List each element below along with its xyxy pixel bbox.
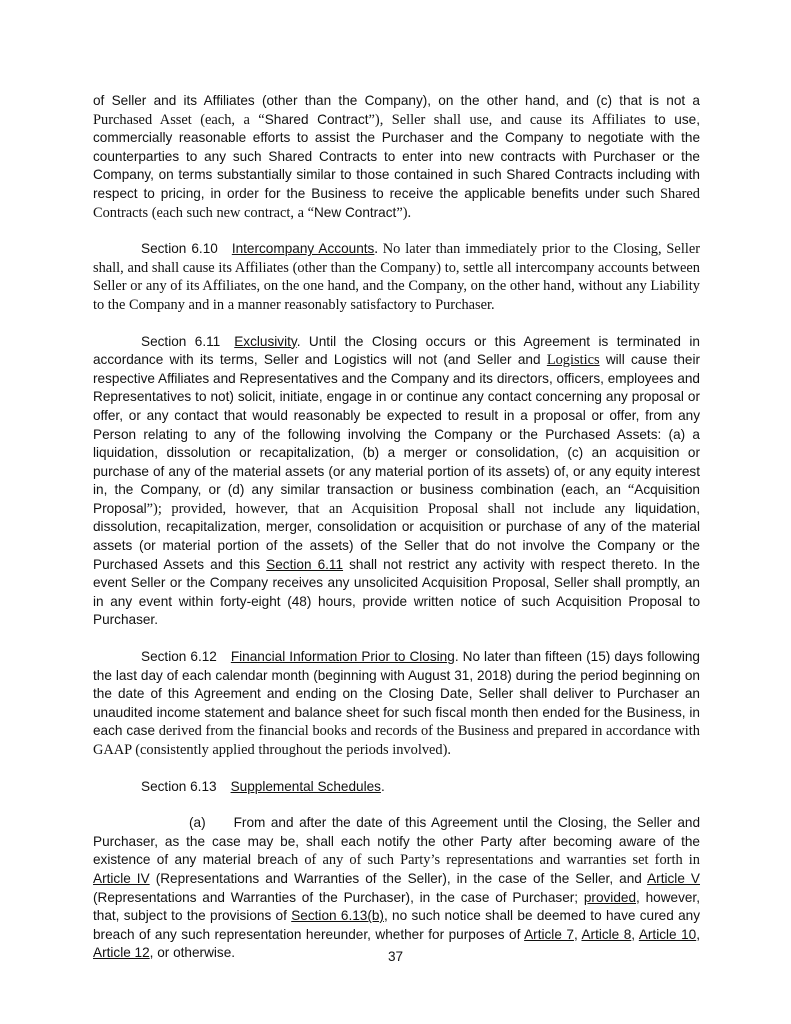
section-title: Financial Information Prior to Closing xyxy=(230,649,455,665)
section-number: Section 6.11 xyxy=(141,333,221,349)
subsection-label: (a) xyxy=(189,815,206,831)
cross-reference-link[interactable]: Section 6.13(b) xyxy=(291,908,384,924)
cross-reference-link[interactable]: Article 12 xyxy=(93,945,150,961)
section-title: Intercompany Accounts xyxy=(231,241,375,257)
section-number: Section 6.13 xyxy=(141,778,217,794)
defined-term-acquisition-proposal: Acquisition Proposal xyxy=(93,482,700,516)
cross-reference-link[interactable]: Article V xyxy=(647,870,700,886)
cross-reference-link[interactable]: Article 7 xyxy=(524,926,574,942)
cross-reference-link[interactable]: Article IV xyxy=(93,870,150,886)
section-title: Exclusivity xyxy=(234,333,297,349)
section-6-13-a: (a) From and after the date of this Agreement until the Closing, the Seller and Purchaser, as the case may be, shall each notify the other Party after becoming aware of the existence of any material breach of any of such Party’s representations and warranties set forth in Article IV (Representations and Warranties of the Seller), in the case of the Seller, and Article V (Representations and Warranties of the Purchaser), in the case of Purchaser; provided, however, that, subject to the provisions of Section 6.13(b), no such notice shall be deemed to have cured any breach of any such representation hereunder, whether for purposes of Article 7, Article 8, Article 10, Article 12, or otherwise. xyxy=(93,815,700,961)
cross-reference-link[interactable]: Article 10 xyxy=(638,926,697,942)
page-number: 37 xyxy=(387,949,404,964)
section-number: Section 6.12 xyxy=(141,649,217,665)
section-number: Section 6.10 xyxy=(141,241,218,257)
provided-term: provided xyxy=(583,889,637,905)
section-6-10: Section 6.10 Intercompany Accounts. No later than immediately prior to the Closing, Seller shall, and shall cause its Affiliates (other than the Company) to, settle all intercompany accounts between Seller or any of its Affiliates, on the one hand, and the Company, on the other hand, without any Liability to the Company and in a manner reasonably satisfactory to Purchaser. xyxy=(93,241,700,313)
cross-reference-link[interactable]: Section 6.11 xyxy=(266,556,344,572)
section-title: Supplemental Schedules xyxy=(230,778,381,794)
defined-term-new-contract: New Contract xyxy=(313,204,397,220)
document-page xyxy=(93,92,700,981)
section-6-12: Section 6.12 Financial Information Prior to Closing. No later than fifteen (15) days following the last day of each calendar month (beginning with August 31, 2018) during the period beginning on the date of this Agreement and ending on the Closing Date, Seller shall deliver to Purchaser an unaudited income statement and balance sheet for such fiscal month then ended for the Business, in each case derived from the financial books and records of the Business and prepared in accordance with GAAP (consistently applied throughout the periods involved). xyxy=(93,649,700,758)
section-6-11: Section 6.11 Exclusivity. Until the Closing occurs or this Agreement is terminated in accordance with its terms, Seller and Logistics will not (and Seller and Logistics will cause their respective Affiliates and Representatives and the Company and its directors, officers, employees and Representatives to not) solicit, initiate, engage in or continue any contact concerning any proposal or offer, or any contact that would reasonably be expected to result in a proposal or offer, from any Person relating to any of the following involving the Company or the Purchased Assets: (a) a liquidation, dissolution or recapitalization, (b) a merger or consolidation, (c) an acquisition or purchase of any of the material assets (or any material portion of its assets) of, or any equity interest in, the Company, or (d) any similar transaction or business combination (each, an “Acquisition Proposal”); provided, however, that an Acquisition Proposal shall not include any liquidation, dissolution, recapitalization, merger, consolidation or acquisition or purchase of any of the material assets (or material portion of the assets) of the Seller that do not involve the Company or the Purchased Assets and this Section 6.11 shall not restrict any activity with respect thereto. In the event Seller or the Company receives any unsolicited Acquisition Proposal, Seller shall promptly, an in any event within forty-eight (48) hours, provide written notice of such Acquisition Proposal to Purchaser. xyxy=(93,333,700,628)
defined-term-shared-contract: Shared Contract xyxy=(264,111,369,127)
cross-reference-link[interactable]: Article 8 xyxy=(581,926,632,942)
paragraph-shared-contracts: of Seller and its Affiliates (other than the Company), on the other hand, and (c) that is not a Purchased Asset (each, a “Shared Contract”), Seller shall use, and cause its Affiliates to use, commercially reasonable efforts to assist the Purchaser and the Company to negotiate with the counterparties to any such Shared Contracts to enter into new contracts with Purchaser or the Company, on terms substantially similar to those contained in such Shared Contracts including with respect to pricing, in order for the Business to receive the applicable benefits under such Shared Contracts (each such new contract, a “New Contract”). xyxy=(93,93,701,221)
section-6-13: Section 6.13 Supplemental Schedules. xyxy=(141,778,385,794)
